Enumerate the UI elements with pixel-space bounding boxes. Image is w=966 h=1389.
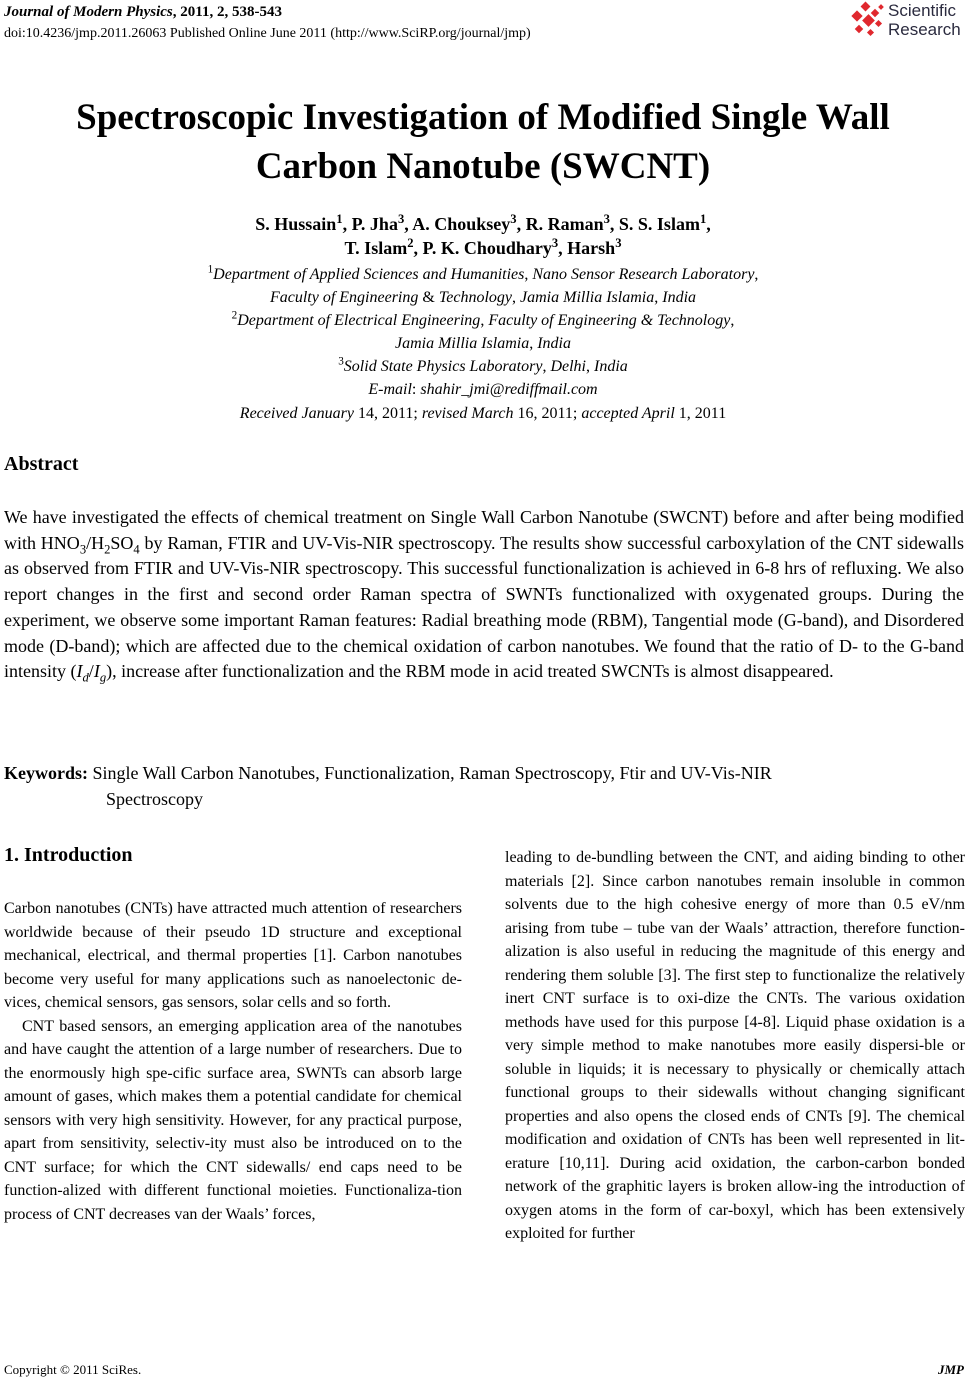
abstract-heading: Abstract: [4, 453, 79, 475]
affiliations: $^1$Department of Applied Sciences and Humanities, Nano Sensor Research Laboratory, Faculty of Engineering & Technology, Jamia Millia Islamia, India $^2$Department of Electrical Engineering, Faculty of Engineering & Technology, Jamia Millia Islamia, India $^3$Solid State Physics Laboratory, Delhi, India E-mail: shahir_jmi@rediffmail.com Received January 14, 2011; revised March 16, 2011; accepted April 1, 2011: [0, 263, 966, 425]
paper-title: Spectroscopic Investigation of Modified Single Wall Carbon Nanotube (SWCNT): [76, 97, 890, 187]
left-column: [4, 897, 462, 1226]
page-footer: [4, 1362, 964, 1378]
abstract-body: We have investigated the effects of chemical treatment on Single Wall Carbon Nanotube (SWCNT) before and after being modified with $HNO_3/H_2SO_4$ by Raman, FTIR and UV-Vis-NIR spectroscopy. The results show successful carboxylation of the CNT sidewalls as observed from FTIR and UV-Vis-NIR spectroscopy. This successful functionalization is achieved in 6-8 hrs of refluxing. We also report changes in the first and second order Raman spectra of SWNTs functionalized with oxygenated groups. During the experiment, we observe some important Raman features: Radial breathing mode (RBM), Tangential mode (G-band), and Disordered mode (D-band); which are affected due to the chemical oxidation of carbon nanotubes. We found that the ratio of D- to the G-band intensity $(I_d/I_g)$, increase after functionalization and the RBM mode in acid treated SWCNTs is almost disappeared.: [4, 507, 965, 685]
introduction-heading: 1. Introduction: [4, 844, 133, 866]
received-dates: Received January 14, 2011; revised March 16, 2011; accepted April 1, 2011: [239, 404, 727, 422]
right-column: [505, 846, 965, 1246]
logo-text: Scientific Research: [888, 1, 961, 39]
paragraph: leading to de-bundling between the CNT, and aiding binding to other materials [2]. Since carbon nanotubes remain insoluble in common solvents due to the high cohesive energy of more than 0.5 eV/nm arising from tube – tube van der Waals’ attraction, therefore function-alization is also useful in reducing the magnitude of this energy and rendering them soluble [3]. The first step to functionalize the relatively inert CNT surface is to oxi-dize the CNTs. The various oxidation methods have used for this purpose [4-8]. Liquid phase oxidation is a very simple method to make nanotubes more easily dispersi-ble or soluble in liquids; it is necessary to physically or chemically attach functional groups to their sidewalls without changing significant properties and also opens the closed ends of CNTs [9]. The chemical modification and oxidation of CNTs has been well represented in lit-erature [10,11]. During acid oxidation, the carbon-carbon bonded network of the graphitic layers is broken allow-ing the introduction of oxygen atoms in the form of car-boxyl, which has been extensively exploited for further: [505, 849, 965, 1242]
footer-journal: JMP: [938, 1362, 964, 1377]
journal-name: Journal of Modern Physics: [4, 4, 173, 20]
doi-line: doi:10.4236/jmp.2011.26063 Published Online June 2011 (http://www.SciRP.org/journal/jmp): [4, 26, 531, 41]
journal-citation: , 2011, 2, 538-543: [172, 4, 282, 20]
keywords-label: Keywords:: [4, 763, 88, 783]
logo-mark-icon: [848, 1, 888, 43]
paragraph: Carbon nanotubes (CNTs) have attracted much attention of researchers worldwide because of their pseudo 1D structure and exceptional mechanical, electrical, and thermal properties [1]. Carbon nanotubes become very useful for many applications such as nanoelectonic de-vices, chemical sensors, gas sensors, solar cells and so forth.: [4, 900, 462, 1011]
running-header: [4, 2, 531, 44]
email-link[interactable]: shahir_jmi@rediffmail.com: [420, 381, 598, 399]
keywords-text: Single Wall Carbon Nanotubes, Functionalization, Raman Spectroscopy, Ftir and UV-Vis-NIR: [92, 763, 772, 783]
author-list: S. Hussain$^1$, P. Jha$^3$, A. Chouksey$^3$, R. Raman$^3$, S. S. Islam$^1$, T. Islam$^2$, P. K. Choudhary$^3$, Harsh$^3$: [255, 212, 711, 258]
copyright: Copyright © 2011 SciRes.: [4, 1362, 142, 1377]
keywords: [4, 760, 964, 812]
paragraph: CNT based sensors, an emerging application area of the nanotubes and have caught the attention of a large number of researchers. Due to the enormously high spe-cific surface area, SWNTs can absorb large amount of gases, which makes them a potential candidate for chemical sensors with very high sensitivity. However, for any practical purpose, apart from sensitivity, selectiv-ity must also be introduced on to the CNT surface; for which the CNT sidewalls/ end caps need to be function-alized with different functional moieties. Functionaliza-tion process of CNT decreases van der Waals’ forces,: [4, 1017, 462, 1223]
scientific-research-logo: [848, 1, 966, 43]
keywords-text-cont: Spectroscopy: [106, 789, 203, 809]
